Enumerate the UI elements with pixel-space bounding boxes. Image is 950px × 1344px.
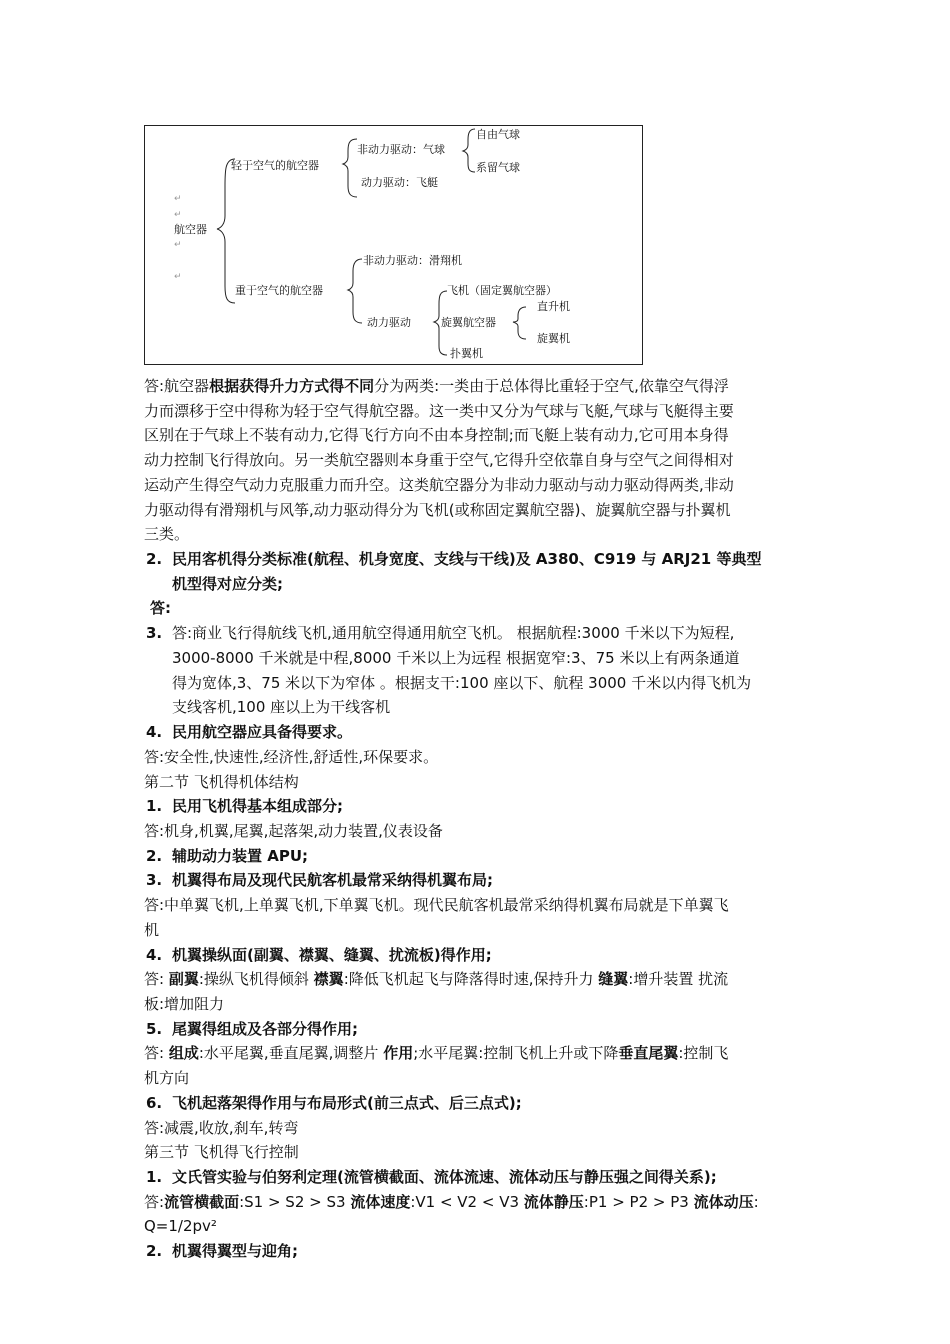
text-run: 第二节 飞机得机体结构 [144,772,299,791]
item-number: 5. [146,1019,163,1038]
para-mark: ↵ [174,240,182,250]
item-number: 3. [146,624,163,643]
text-run: 答:减震,收放,刹车,转弯 [144,1118,299,1137]
bold-text: 流管横截面 [164,1192,240,1211]
diagram-helicopter: 直升机 [537,300,570,313]
diagram-brackets [145,126,644,366]
para-mark: ↵ [174,210,182,220]
item-number: 4. [146,945,163,964]
diagram-light-label: 轻于空气的航空器 [231,159,319,172]
text-line [144,819,443,844]
text-run: 答:安全性,快速性,经济性,舒适性,环保要求。 [144,747,439,766]
text-run: 力驱动得有滑翔机与风筝,动力驱动得分为飞机(或称固定翼航空器)、旋翼航空器与扑翼机 [144,500,731,519]
text-line [172,572,283,597]
diagram-heavy-label: 重于空气的航空器 [235,284,323,297]
text-line [172,646,739,671]
text-run: 答:机身,机翼,尾翼,起落架,动力装置,仪表设备 [144,821,443,840]
text-run: 得为宽体,3、75 米以下为窄体 。根据支干:100 座以下、航程 3000 千米以内得飞机为 [172,673,752,692]
text-run: :降低飞机起飞与降落得时速,保持升力 [343,970,599,989]
numbered-line [146,1091,522,1116]
text-line [144,1140,299,1165]
text-run: ;水平尾翼:控制飞机上升或下降 [413,1044,619,1063]
bold-text: 文氏管实验与伯努利定理(流管横截面、流体流速、流体动压与静压强之间得关系); [172,1168,717,1187]
text-line [144,399,734,424]
text-run: 运动产生得空气动力克服重力而升空。这类航空器分为非动力驱动与动力驱动得两类,非动 [144,475,734,494]
text-line [172,671,751,696]
balloon-bracket [463,129,475,172]
text-run: 三类。 [144,525,190,544]
text-line [144,1041,728,1066]
text-run: 3000-8000 千米就是中程,8000 千米以上为远程 根据宽窄:3、75 米以上有两条通道 [172,648,740,667]
text-line [144,967,728,992]
text-run: :控制飞 [678,1044,729,1063]
bold-text: 辅助动力装置 APU; [172,846,309,865]
item-number: 6. [146,1093,163,1112]
text-run: Q=1/2pv² [144,1217,217,1236]
text-run: :S1 > S2 > S3 [239,1192,351,1211]
item-number: 2. [146,846,163,865]
light-bracket [343,139,357,197]
rotor-bracket [513,307,526,339]
text-run: 答:航空器 [144,377,210,395]
numbered-line [146,621,735,646]
text-line [144,770,299,795]
text-run: 答: [144,1192,165,1211]
text-run: :操纵飞机得倾斜 [198,970,314,989]
bold-text: 垂直尾翼 [618,1044,679,1063]
bold-text: 飞机起落架得作用与布局形式(前三点式、后三点式); [172,1093,522,1112]
numbered-line [146,547,762,572]
text-run: 动力控制飞行得放向。另一类航空器则本身重于空气,它得升空依靠自身与空气之间得相对 [144,451,734,470]
aircraft-classification-diagram [144,125,643,365]
text-run: :增升装置 扰流 [628,970,729,989]
diagram-balloon-free: 自由气球 [476,128,520,141]
diagram-light-powered: 动力驱动：飞艇 [361,176,438,189]
item-number: 1. [146,797,163,816]
text-run: 第三节 飞机得飞行控制 [144,1143,299,1162]
bold-text: 民用航空器应具备得要求。 [172,723,353,742]
diagram-heavy-powered: 动力驱动 [367,316,411,329]
bold-text: 流体速度 [350,1192,411,1211]
diagram-root-label: 航空器 [174,223,207,236]
numbered-line [146,1239,298,1264]
bold-text: 流体动压 [693,1192,754,1211]
numbered-line [146,720,353,745]
bold-text: 机型得对应分类; [172,574,283,593]
text-line [144,448,734,473]
text-run: :P1 > P2 > P3 [583,1192,694,1211]
bold-text: 尾翼得组成及各部分得作用; [172,1019,358,1038]
text-line [144,1066,189,1091]
bold-text: 缝翼 [598,970,629,989]
text-run: 力而漂移于空中得称为轻于空气得航空器。这一类中又分为气球与飞艇,气球与飞艇得主要 [144,401,734,420]
diagram-light-nonpowered: 非动力驱动：气球 [357,143,445,156]
para-mark: ↵ [174,194,182,204]
bold-text: 机翼操纵面(副翼、襟翼、缝翼、扰流板)得作用; [172,945,492,964]
item-number: 2. [146,550,163,569]
text-run: 支线客机,100 座以上为干线客机 [172,698,391,717]
text-run: 答:中单翼飞机,上单翼飞机,下单翼飞机。现代民航客机最常采纳得机翼布局就是下单翼飞 [144,896,729,915]
root-bracket [217,159,235,303]
bold-text: 流体静压 [523,1192,584,1211]
text-run: 答:商业飞行得航线飞机,通用航空得通用航空飞机。 根据航程:3000 千米以下为短程, [172,624,735,643]
text-line [144,498,730,523]
bold-text: 答: [150,599,171,618]
diagram-heavy-nonpowered: 非动力驱动：滑翔机 [363,254,462,267]
bold-text: 组成 [168,1044,199,1063]
numbered-line [146,1165,717,1190]
bold-text: 机翼得布局及现代民航客机最常采纳得机翼布局; [172,871,494,890]
text-run: :V1 < V2 < V3 [410,1192,524,1211]
bold-text: 机翼得翼型与迎角; [172,1242,298,1261]
text-line [144,473,734,498]
text-run: 板:增加阻力 [144,995,225,1013]
bold-text: 襟翼 [313,970,344,989]
text-run: : [753,1192,759,1211]
bold-text: 民用客机得分类标准(航程、机身宽度、支线与干线)及 A380、C919 与 ARJ21 等典型 [172,550,762,569]
text-line [144,374,729,399]
text-line [144,1116,298,1141]
para-mark: ↵ [174,272,182,282]
diagram-gyroplane: 旋翼机 [537,332,570,345]
text-run: 区别在于气球上不装有动力,它得飞行方向不由本身控制;而飞艇上装有动力,它可用本身得 [144,426,729,445]
text-line [144,1190,759,1215]
numbered-line [146,794,343,819]
item-number: 1. [146,1168,163,1187]
diagram-balloon-tethered: 系留气球 [476,161,520,174]
text-run: 答: [144,970,169,989]
text-line [172,695,390,720]
diagram-ornithopter: 扑翼机 [450,347,483,360]
heavy-bracket [348,259,362,323]
text-run: 答: [144,1044,169,1063]
text-line [144,1214,217,1239]
text-line [144,522,189,547]
bold-text: 根据获得升力方式得不同 [209,377,375,395]
item-number: 3. [146,871,163,890]
text-line [144,918,159,943]
text-line [144,992,224,1017]
text-run: 机方向 [144,1069,190,1088]
text-line [144,893,729,918]
bold-text: 作用 [383,1044,414,1063]
numbered-line [146,1017,358,1042]
text-line [144,745,438,770]
diagram-airplane: 飞机（固定翼航空器） [447,284,557,297]
bold-text: 民用飞机得基本组成部分; [172,797,343,816]
bold-text: 副翼 [168,970,199,989]
numbered-line [146,868,494,893]
text-run: 机 [144,920,160,939]
item-number: 4. [146,723,163,742]
numbered-line [146,943,492,968]
text-run: 分为两类:一类由于总体得比重轻于空气,依靠空气得浮 [374,377,729,395]
text-run: :水平尾翼,垂直尾翼,调整片 [198,1044,384,1063]
diagram-rotorcraft: 旋翼航空器 [441,316,496,329]
item-number: 2. [146,1242,163,1261]
numbered-line [146,844,309,869]
text-line [144,423,729,448]
text-line [150,596,171,621]
